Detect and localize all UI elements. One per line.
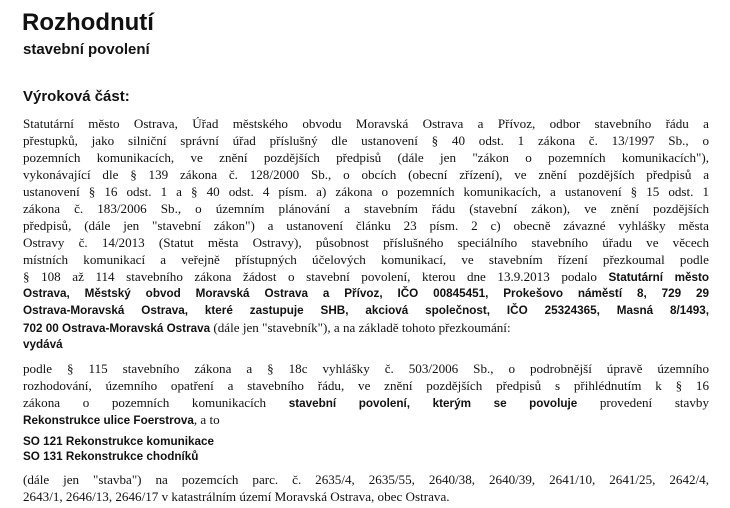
text-line: předpisů, (dále jen "stavební zákon") a ustanovení článku 23 písm. 2 c) obecně závazné vyhlášky města [23,218,709,233]
text-line: podle § 115 stavebního zákona a § 18c vyhlášky č. 503/2006 Sb., o podrobnější úpravě územního [23,361,709,376]
text-run: § 108 až 114 stavebního zákona žádost o stavební povolení, kterou dne 13.9.2013 podalo [23,269,609,284]
document-subtitle: stavební povolení [23,41,150,58]
text-line: ustanovení § 16 odst. 1 a § 40 odst. 4 písm. a) zákona o pozemních komunikacích, a ustanovení § 15 odst. 1 [23,184,709,199]
text-line: místních komunikací a veřejně přístupných účelových komunikací, ve stavebním řízení přezkoumal podle [23,252,709,267]
construction-name: Rekonstrukce ulice Foerstrova [23,414,194,427]
document-title: Rozhodnutí [22,9,154,36]
text-run: , a to [193,412,220,427]
text-line: Ostravy č. 14/2013 (Statut města Ostravy), působnost příslušného speciálního stavebního úřadu ve věcech [23,235,709,250]
text-line: přestupků, jako silniční správní úřad příslušný dle ustanovení § 40 odst. 1 zákona č. 13/1997 Sb., o [23,133,709,148]
text-line [23,319,709,336]
verdict-label: vydává [23,338,63,351]
applicant-name: Statutární město [608,271,709,284]
text-line: zákona č. 183/2006 Sb., o územním plánování a stavebním řádu (stavební zákon), ve znění pozdějších [23,201,709,216]
text-line [23,268,709,285]
text-line: vykonávající dle § 139 zákona č. 128/2000 Sb., o obcích (obecní zřízení), ve znění pozdějších předpisů a [23,167,709,182]
text-line: rozhodování, územního opatření a stavebního řádu, ve znění pozdějších předpisů s přihlédnutím k § 16 [23,378,709,393]
text-line: pozemních komunikacích, ve znění pozdějších předpisů (dále jen "zákon o pozemních komunikacích"), [23,150,709,165]
applicant-address: Ostrava, Městský obvod Moravská Ostrava a Přívoz, IČO 00845451, Prokešovo náměstí 8, 729 29 [23,287,709,300]
section-heading: Výroková část: [23,88,130,105]
object-so131: SO 131 Rekonstrukce chodníků [23,450,199,463]
text-line [23,394,709,411]
text-line: Statutární město Ostrava, Úřad městského obvodu Moravská Ostrava a Přívoz, odbor stavebního řádu a [23,116,709,131]
text-run: provedení stavby [577,395,710,410]
text-line: (dále jen "stavba") na pozemcích parc. č. 2635/4, 2635/55, 2640/38, 2640/39, 2641/10, 2641/25, 2642/4, [23,472,709,487]
text-run: zákona o pozemních komunikacích [23,395,289,410]
text-run: (dále jen "stavebník"), a na základě tohoto přezkoumání: [210,320,511,335]
applicant-representative: Ostrava-Moravská Ostrava, které zastupuje SHB, akciová společnost, IČO 25324365, Masná 8/1493, [23,304,709,317]
object-so121: SO 121 Rekonstrukce komunikace [23,435,214,448]
applicant-city: 702 00 Ostrava-Moravská Ostrava [23,322,211,335]
text-line: 2643/1, 2646/13, 2646/17 v katastrálním území Moravská Ostrava, obec Ostrava. [23,489,450,504]
text-line [23,411,709,428]
permit-phrase: stavební povolení, kterým se povoluje [288,397,578,410]
